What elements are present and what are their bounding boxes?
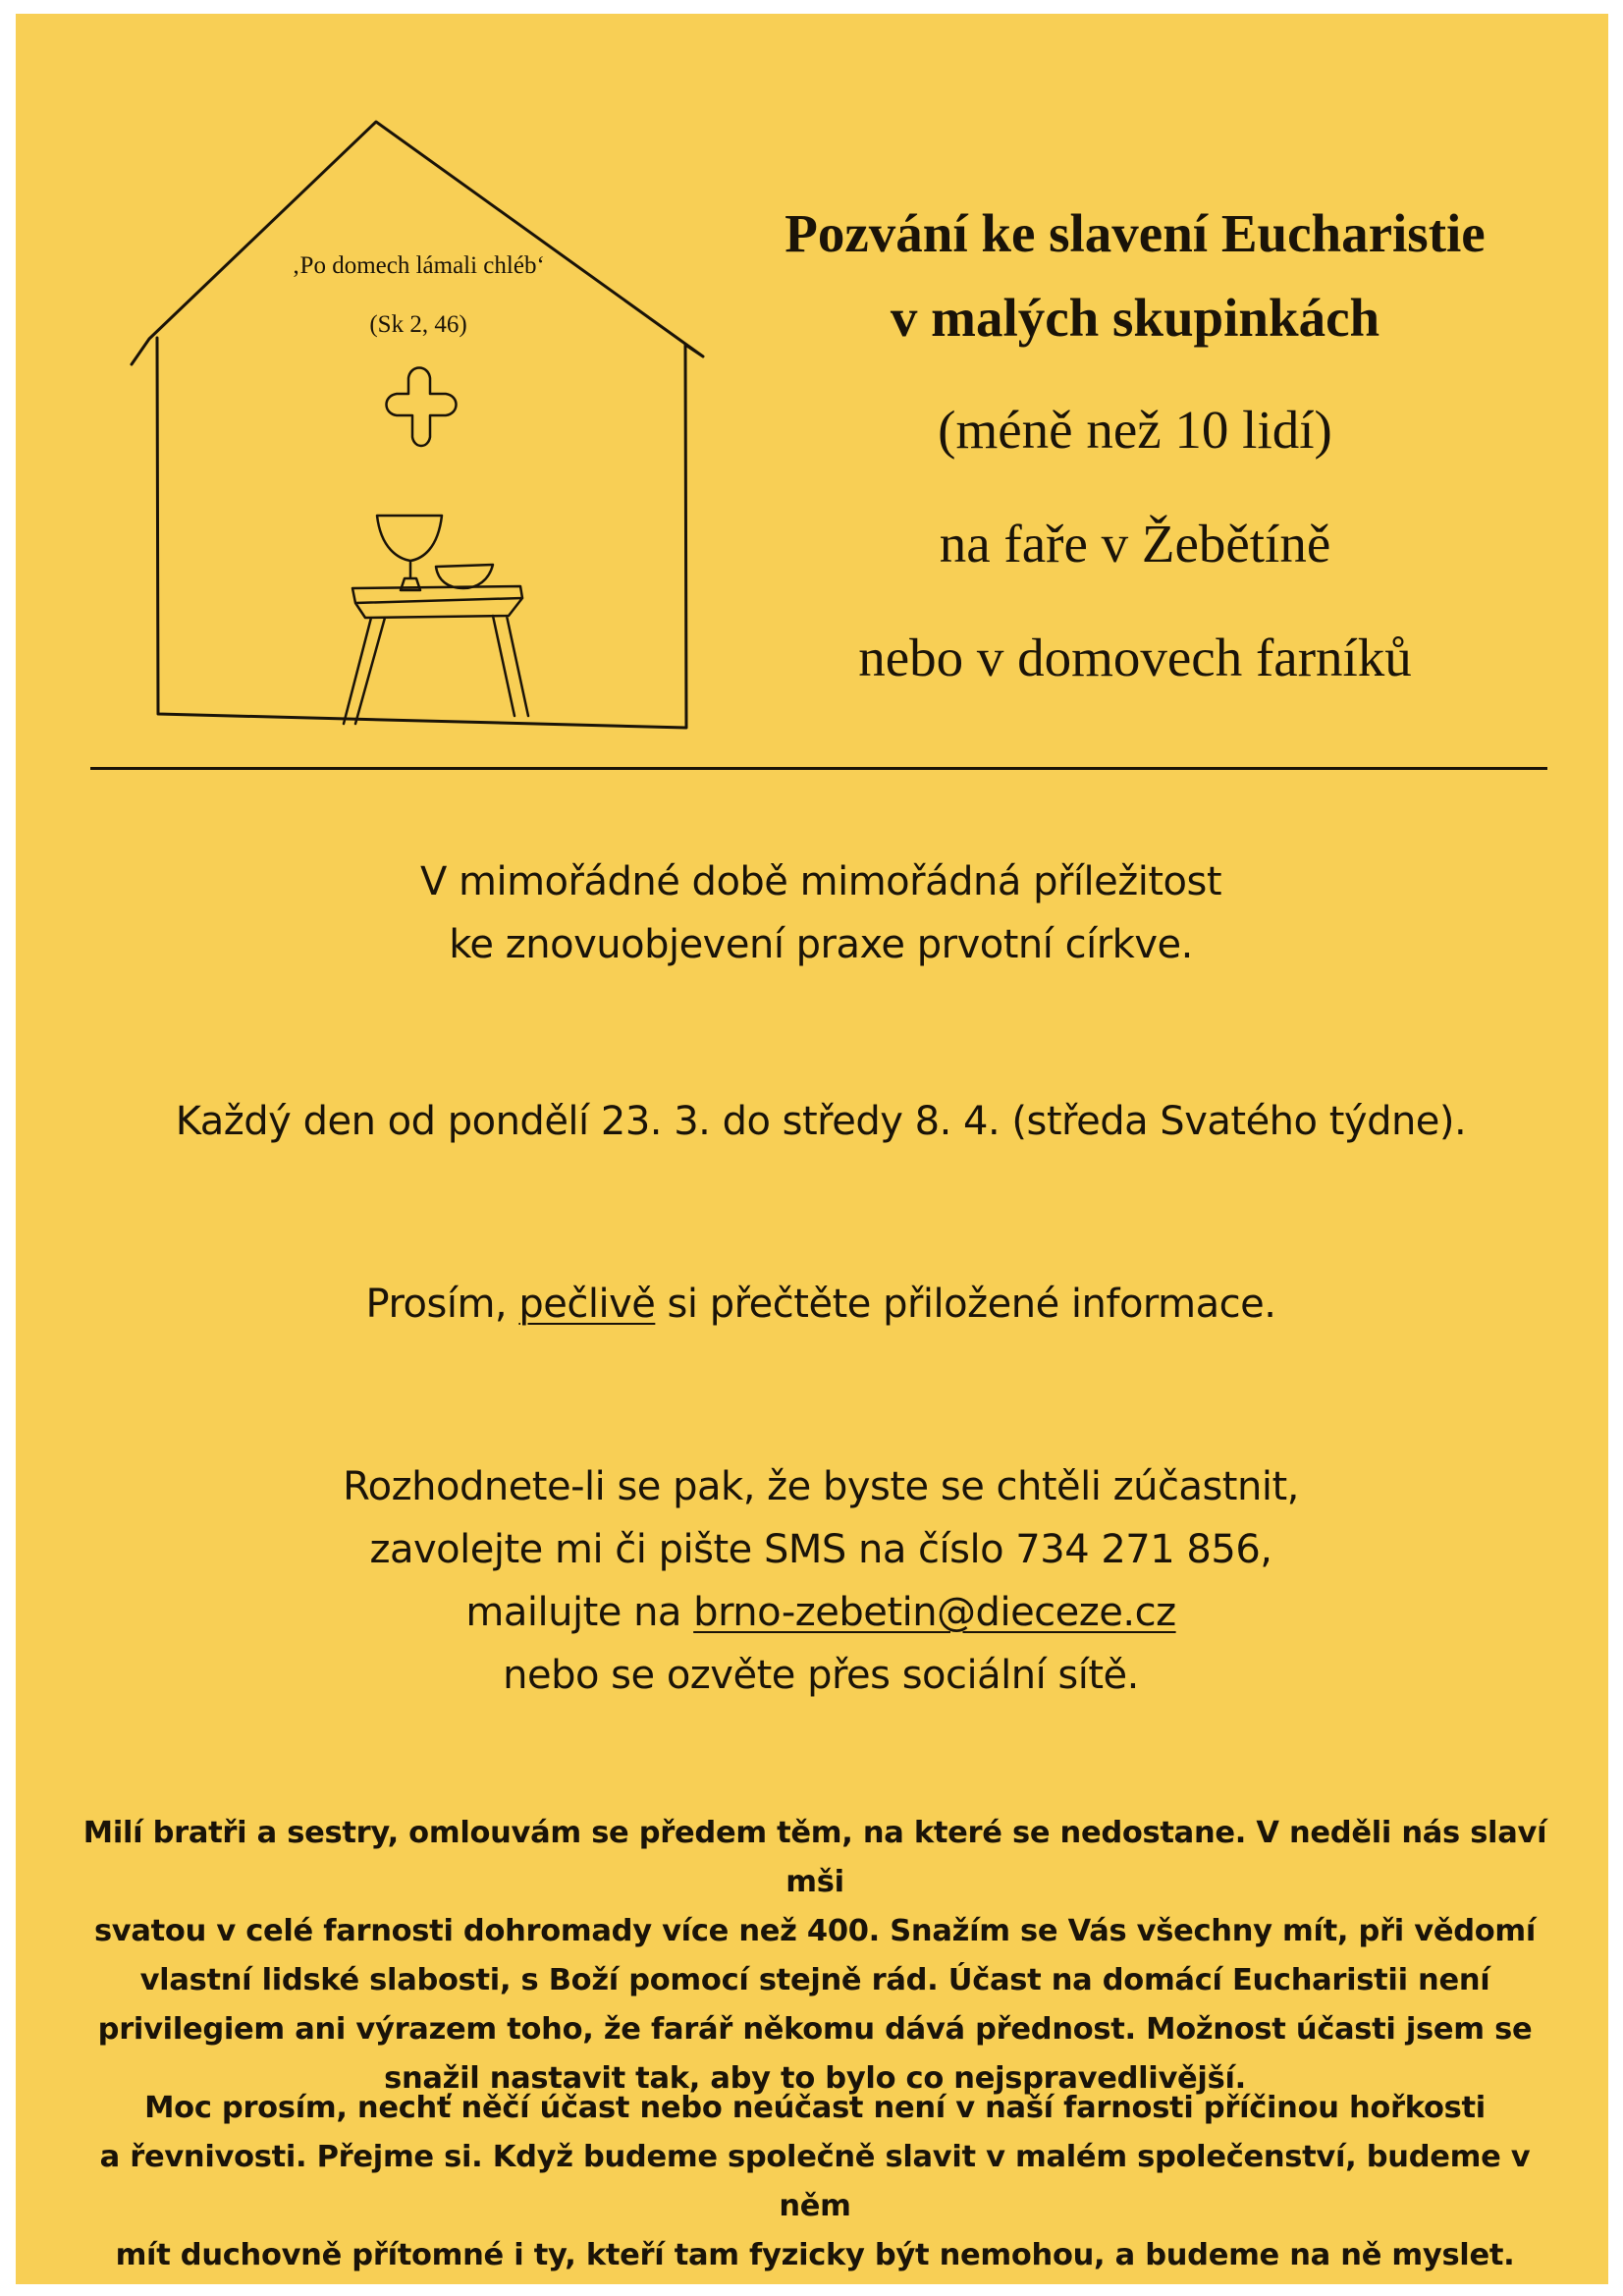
contact-line-3 — [75, 1581, 1567, 1644]
house-outline — [132, 122, 703, 728]
subtitle-line-2: na faře v Žebětíně — [939, 514, 1331, 574]
intro-line-2: ke znovuobjevení praxe prvotní církve. — [449, 922, 1193, 967]
table-icon — [344, 586, 528, 724]
contact-paragraph — [75, 1455, 1567, 1707]
note2-line: mít duchovně přítomné i ty, kteří tam fyzicky být nemohou, a budeme na ně myslet. — [115, 2238, 1515, 2272]
title-line-1: Pozvání ke slavení Eucharistie — [784, 203, 1486, 263]
note1-line: snažil nastavit tak, aby to bylo co nejspravedlivější. — [384, 2061, 1246, 2096]
intro-line-1: V mimořádné době mimořádná příležitost — [419, 859, 1222, 904]
email-link[interactable]: brno-zebetin@dieceze.cz — [693, 1590, 1176, 1635]
bowl-icon — [436, 565, 493, 588]
contact-line-2: zavolejte mi či pište SMS na číslo 734 271 856, — [369, 1527, 1272, 1572]
title-line-2: v malých skupinkách — [890, 288, 1380, 348]
note1-line: Milí bratři a sestry, omlouvám se předem těm, na které se nedostane. V neděli nás slaví mši — [82, 1816, 1547, 1899]
request-emphasis: pečlivě — [518, 1282, 656, 1327]
contact-line-1: Rozhodnete-li se pak, že byste se chtěli zúčastnit, — [343, 1464, 1299, 1509]
divider-line — [90, 767, 1547, 770]
request-after: si přečtěte přiložené informace. — [655, 1282, 1276, 1327]
reference-text: (Sk 2, 46) — [369, 311, 467, 338]
note1-line: vlastní lidské slabosti, s Boží pomocí stejně rád. Účast na domácí Eucharistii není — [139, 1963, 1490, 1997]
flyer-sheet — [16, 14, 1608, 2284]
house-illustration — [124, 107, 713, 755]
note-paragraph-2 — [59, 2084, 1571, 2280]
subtitle-line-1: (méně než 10 lidí) — [938, 400, 1332, 460]
note2-line: Moc prosím, nechť něčí účast nebo neúčast není v naší farnosti příčinou hořkosti — [144, 2091, 1486, 2125]
schedule-text: Každý den od pondělí 23. 3. do středy 8. 4. (středa Svatého týdne). — [175, 1099, 1467, 1144]
chalice-icon — [377, 516, 442, 590]
quote-text: ‚Po domech lámali chléb‘ — [292, 252, 545, 279]
subtitle-line-3: nebo v domovech farníků — [858, 628, 1412, 687]
contact-line-4: nebo se ozvěte přes sociální sítě. — [503, 1653, 1139, 1698]
note2-line: a řevnivosti. Přejme si. Když budeme společně slavit v malém společenství, budeme v něm — [99, 2140, 1531, 2223]
request-before: Prosím, — [365, 1282, 519, 1327]
intro-paragraph — [75, 850, 1567, 976]
note1-line: svatou v celé farnosti dohromady více než 400. Snažím se Vás všechny mít, při vědomí — [93, 1914, 1537, 1948]
request-paragraph — [75, 1273, 1567, 1336]
contact-email-prefix: mailujte na — [465, 1590, 694, 1635]
house-drawing — [124, 107, 713, 755]
cross-icon — [387, 368, 457, 447]
note-paragraph-1 — [59, 1809, 1571, 2104]
note1-line: privilegiem ani výrazem toho, že farář někomu dává přednost. Možnost účasti jsem se — [97, 2012, 1533, 2047]
